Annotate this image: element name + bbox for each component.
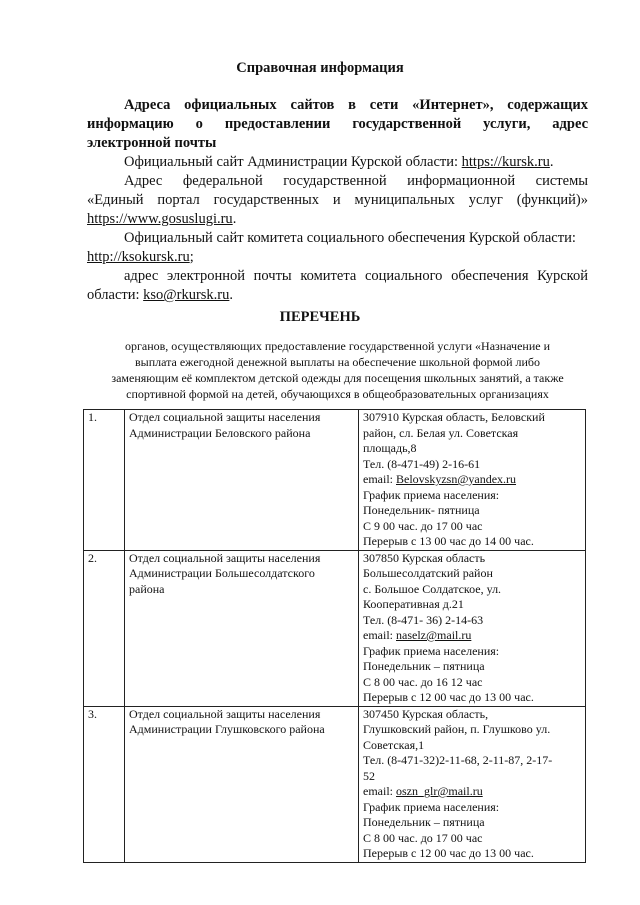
- address-line: 307850 Курская область: [363, 550, 486, 565]
- contacts-cell: [359, 410, 586, 551]
- page-title: Справочная информация: [236, 60, 404, 76]
- schedule-hours: С 8 00 час. до 16 12 час: [363, 674, 483, 689]
- organization-line: Администрации Беловского района: [129, 425, 311, 440]
- schedule-days: Понедельник – пятница: [363, 659, 485, 673]
- table-row: [84, 550, 586, 706]
- email-label: email:: [363, 472, 396, 486]
- row-number: 3.: [84, 706, 125, 862]
- websites-heading-line: Адреса официальных сайтов в сети «Интернет», содержащих: [124, 97, 588, 113]
- address-line: Кооперативная д.21: [363, 597, 464, 611]
- region-site-link[interactable]: https://kursk.ru: [461, 154, 550, 170]
- schedule-break: Перерыв с 12 00 час до 13 00 час.: [363, 690, 534, 704]
- list-subtitle: [87, 338, 588, 402]
- phone: Тел. (8-471- 36) 2-14-63: [363, 612, 484, 627]
- schedule-title: График приема населения:: [363, 487, 500, 502]
- list-subtitle-line: спортивной формой на детей, обучающихся в общеобразовательных организациях: [126, 387, 549, 401]
- federal-link[interactable]: https://www.gosuslugi.ru: [87, 211, 233, 227]
- committee-site-text: Официальный сайт комитета социального обеспечения Курской области:: [124, 230, 576, 246]
- table-row: [84, 706, 586, 862]
- schedule-hours: С 8 00 час. до 17 00 час: [363, 830, 483, 845]
- list-subtitle-line: заменяющим её комплектом детской одежды для посещения школьных занятий, а также: [111, 371, 564, 385]
- office-email-link[interactable]: Belovskyzsn@yandex.ru: [396, 472, 517, 486]
- websites-heading-line: информацию о предоставлении государственной услуги, адрес: [87, 116, 588, 132]
- address-line: Советская,1: [363, 737, 425, 752]
- schedule-break: Перерыв с 13 00 час до 14 00 час.: [363, 534, 534, 548]
- region-site-paragraph: Официальный сайт Администрации Курской области: https://kursk.ru.: [124, 154, 554, 170]
- email-paragraph: адрес электронной почты комитета социального обеспечения Курской области: kso@rkursk.ru.: [87, 268, 588, 303]
- organization-cell: [125, 550, 359, 706]
- address-line: 307450 Курская область,: [363, 706, 489, 721]
- websites-heading-line: электронной почты: [87, 135, 217, 151]
- federal-line: «Единый портал государственных и муниципальных услуг (функций)»: [87, 192, 588, 208]
- schedule-days: Понедельник- пятница: [363, 503, 480, 517]
- email-label: email:: [363, 628, 396, 642]
- phone: Тел. (8-471-32)2-11-68, 2-11-87, 2-17-: [363, 753, 553, 767]
- list-subtitle-line: выплата ежегодной денежной выплаты на обеспечение школьной формой либо: [134, 355, 541, 369]
- federal-paragraph: Адрес федеральной государственной информационной системы «Единый портал государственных и муниципальных услуг (функций)» https://www.gosuslugi.ru.: [87, 173, 588, 227]
- contacts-cell: [359, 550, 586, 706]
- websites-heading: [87, 96, 588, 153]
- schedule-title: График приема населения:: [363, 643, 500, 658]
- committee-email-link[interactable]: kso@rkursk.ru: [143, 287, 230, 303]
- organization-line: Отдел социальной защиты населения: [129, 706, 321, 721]
- list-subtitle-line: органов, осуществляющих предоставление государственной услуги «Назначение и: [124, 339, 551, 353]
- email-line: адрес электронной почты комитета социального обеспечения Курской: [124, 268, 588, 284]
- schedule-hours: С 9 00 час. до 17 00 час: [363, 518, 483, 533]
- organization-line: Отдел социальной защиты населения: [129, 410, 321, 424]
- organization-cell: [125, 706, 359, 862]
- row-number: 2.: [84, 550, 125, 706]
- phone: Тел. (8-471-49) 2-16-61: [363, 456, 481, 471]
- region-site-text: Официальный сайт Администрации Курской области:: [124, 154, 462, 170]
- phone: 52: [363, 768, 375, 783]
- organization-line: Отдел социальной защиты населения: [129, 550, 321, 565]
- email-text: области:: [87, 287, 144, 303]
- address-line: Глушковский район, п. Глушково ул.: [363, 722, 551, 736]
- list-heading: ПЕРЕЧЕНЬ: [279, 309, 361, 325]
- organization-line: района: [129, 581, 165, 596]
- table-row: [84, 410, 586, 551]
- address-line: Большесолдатский район: [363, 566, 493, 580]
- schedule-title: График приема населения:: [363, 799, 500, 814]
- contacts-cell: [359, 706, 586, 862]
- organization-cell: [125, 410, 359, 551]
- address-line: район, сл. Белая ул. Советская: [363, 425, 519, 440]
- federal-line: Адрес федеральной государственной информационной системы: [124, 173, 588, 189]
- row-number: 1.: [84, 410, 125, 551]
- organization-line: Администрации Большесолдатского: [129, 566, 315, 580]
- schedule-days: Понедельник – пятница: [363, 815, 485, 829]
- offices-table: [83, 409, 586, 863]
- email-label: email:: [363, 784, 396, 798]
- office-email-link[interactable]: naselz@mail.ru: [396, 628, 472, 642]
- office-email-link[interactable]: oszn_glr@mail.ru: [396, 784, 483, 798]
- address-line: площадь,8: [363, 441, 417, 455]
- address-line: с. Большое Солдатское, ул.: [363, 581, 502, 596]
- organization-line: Администрации Глушковского района: [129, 722, 325, 736]
- schedule-break: Перерыв с 12 00 час до 13 00 час.: [363, 846, 534, 860]
- address-line: 307910 Курская область, Беловский: [363, 410, 545, 424]
- committee-site-link[interactable]: http://ksokursk.ru: [87, 249, 190, 265]
- committee-site-paragraph: Официальный сайт комитета социального обеспечения Курской области: http://ksokursk.ru;: [87, 229, 588, 267]
